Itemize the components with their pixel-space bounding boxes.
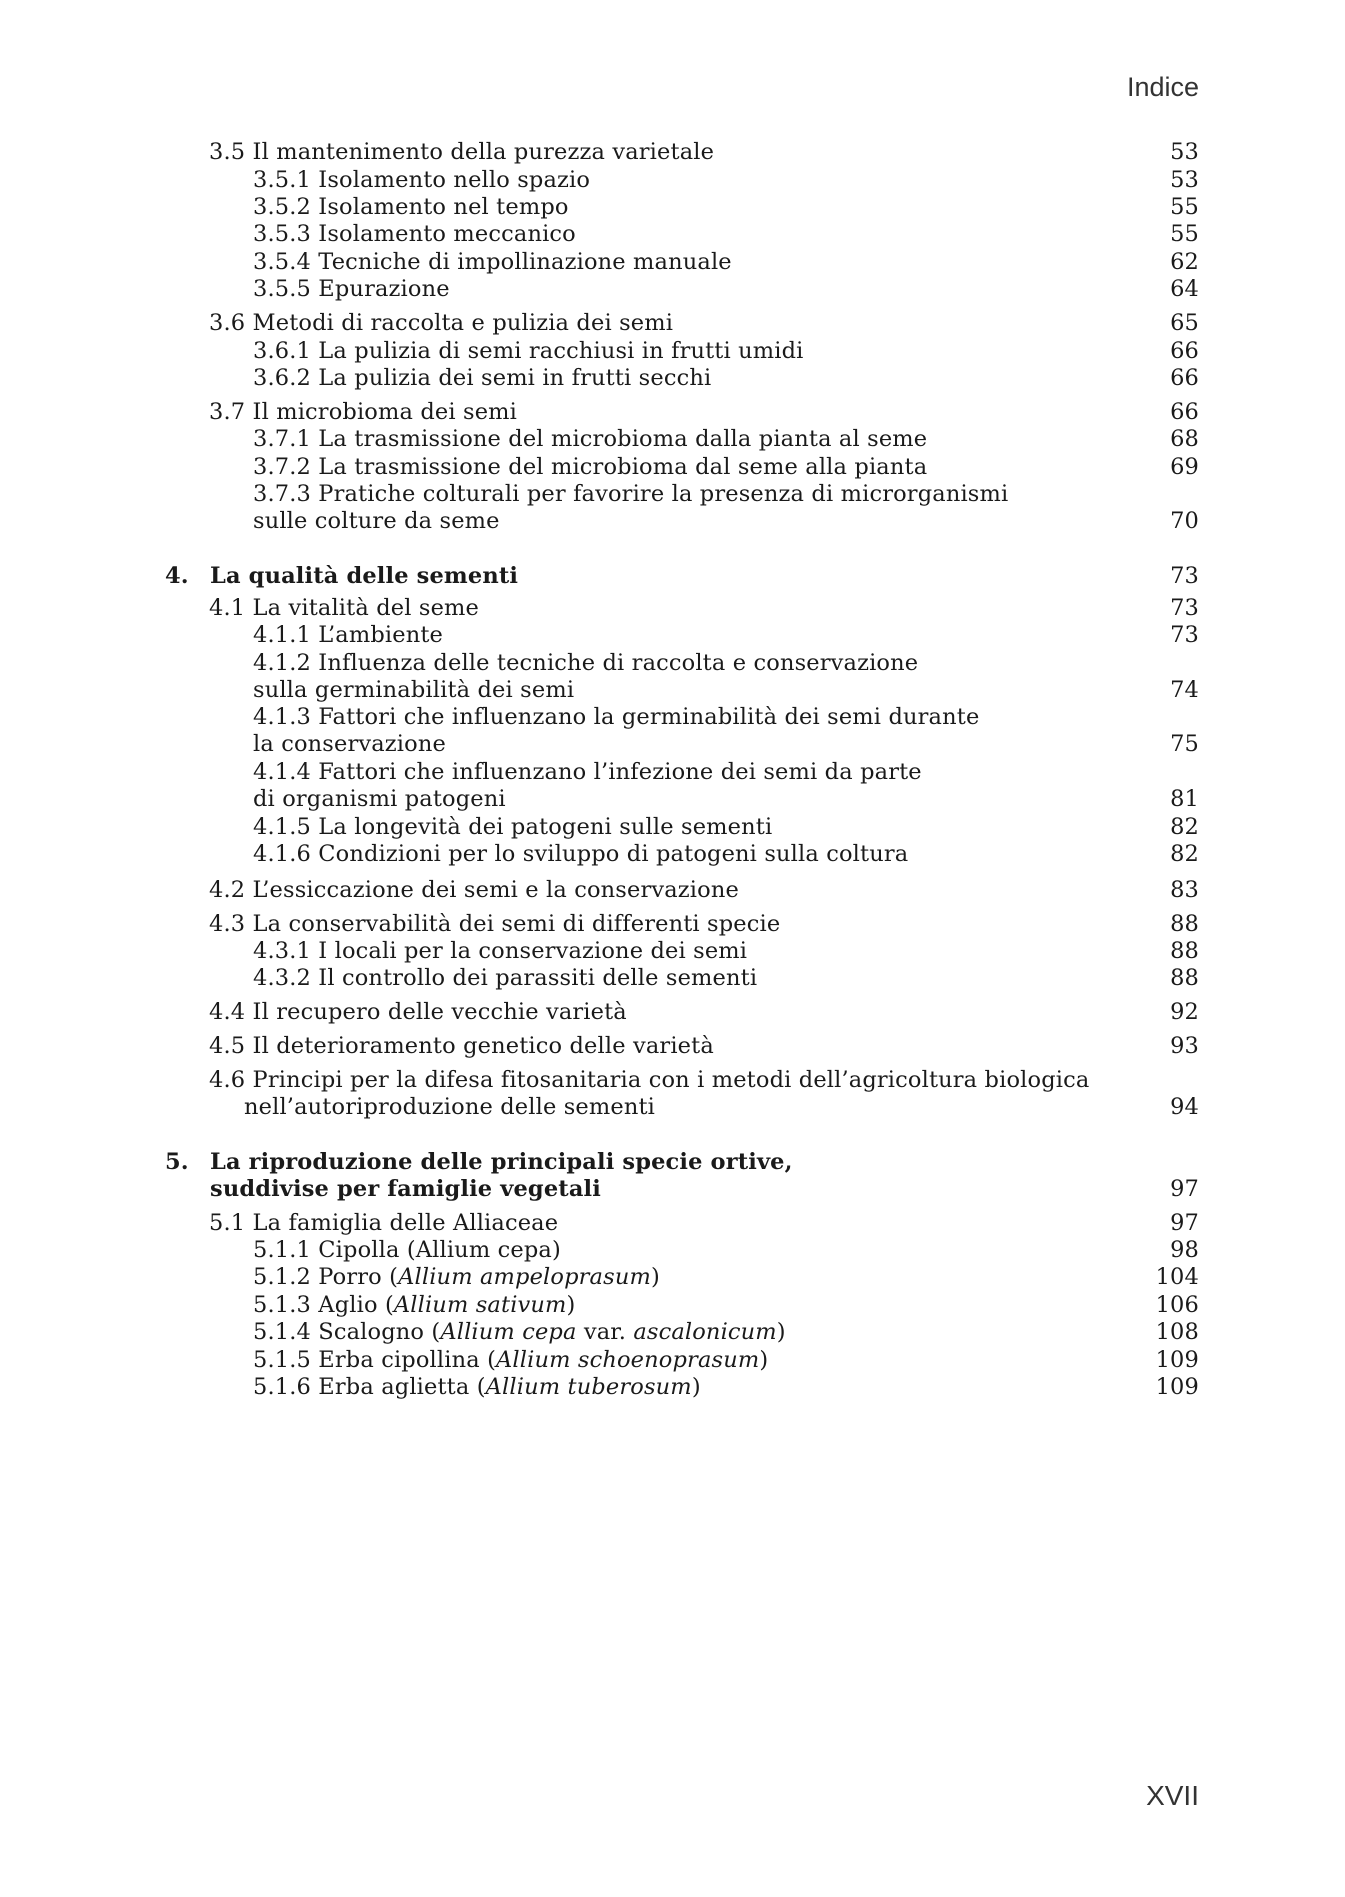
toc-entry-title [253,274,450,304]
running-head: Indice [1126,72,1199,102]
toc-page-number: 81 [1170,786,1199,812]
toc-page-number: 88 [1170,938,1199,964]
toc-page-number: 73 [1170,563,1199,589]
toc-entry-continuation: suddivise per famiglie vegetali [210,1176,601,1202]
toc-entry-title [253,648,918,678]
toc-entry-title [210,561,518,591]
toc-page-number: 62 [1170,249,1199,275]
toc-entry-title-text: 4.2 L’essiccazione dei semi e la conservazione [209,877,739,903]
toc-entry-title [253,336,804,366]
toc-entry-title-text: 4.3 La conservabilità dei semi di differenti specie [209,911,781,937]
toc-entry-title-close: ) [759,1347,769,1373]
toc-entry-continuation: sulla germinabilità dei semi [253,677,575,703]
toc-page-number: 82 [1170,841,1199,867]
toc-entry-title [209,1031,714,1061]
toc-entry-title [253,1262,660,1292]
toc-entry-title-text: 5.1 La famiglia delle Alliaceae [209,1210,559,1236]
toc-page-number: 108 [1155,1319,1199,1345]
toc-entry-title [209,593,479,623]
toc-entry-title [209,308,673,338]
toc-entry-title-text: 4.1.5 La longevità dei patogeni sulle sementi [253,814,773,840]
toc-page-number: 55 [1170,194,1199,220]
toc-page-number: 109 [1155,1347,1199,1373]
toc-chapter [0,1147,1345,1202]
toc-entry [0,1317,1345,1347]
toc-entry [0,997,1345,1027]
toc-entry-title-text: 3.5 Il mantenimento della purezza varietale [209,139,715,165]
toc-entry-title [253,424,927,454]
toc-entry [0,137,1345,167]
toc-entry-title-text: 3.5.4 Tecniche di impollinazione manuale [253,249,732,275]
toc-page-number: 97 [1170,1176,1199,1202]
toc-entry-title-text: 4.5 Il deterioramento genetico delle varietà [209,1033,714,1059]
toc-entry-title-text: 3.6.2 La pulizia dei semi in frutti secchi [253,365,712,391]
toc-entry-continuation: di organismi patogeni [253,786,506,812]
toc-entry [0,336,1345,366]
toc-entry-title-text: 5.1.2 Porro ( [253,1264,399,1290]
toc-page-number: 64 [1170,276,1199,302]
toc-entry-title-text: 3.5.2 Isolamento nel tempo [253,194,569,220]
toc-entry-title [253,757,922,787]
toc-entry-title [253,165,590,195]
toc-entry [0,1345,1345,1375]
toc-entry-title [253,812,772,842]
chapter-number: 5. [165,1149,189,1175]
species-name: Allium tuberosum [485,1374,692,1400]
toc-chapter [0,561,1345,591]
toc-page-number: 109 [1155,1374,1199,1400]
toc-entry-title-text: 3.7 Il microbioma dei semi [209,399,518,425]
toc-entry [0,1031,1345,1061]
toc-entry [0,1290,1345,1320]
toc-entry [0,1235,1345,1265]
toc-entry-title-text: 4.6 Principi per la difesa fitosanitaria con i metodi dell’agricoltura biologica [209,1067,1090,1093]
toc-entry-title-text: 4.1 La vitalità del seme [209,595,479,621]
toc-entry-title [253,1317,786,1347]
toc-page-number: 66 [1170,399,1199,425]
toc-entry-title [253,219,576,249]
toc-entry [0,875,1345,905]
toc-entry-title [209,1065,1089,1095]
species-name: Allium ampeloprasum [398,1264,651,1290]
toc-entry [0,936,1345,966]
toc-entry [0,702,1345,757]
toc-entry [0,757,1345,812]
toc-entry [0,593,1345,623]
toc-entry [0,274,1345,304]
toc-entry-title [253,702,979,732]
toc-page-number: 93 [1170,1033,1199,1059]
toc-entry-title [253,452,927,482]
chapter-number: 4. [165,563,189,589]
toc-entry-title [210,1147,793,1177]
toc-entry-title-text: 4.1.6 Condizioni per lo sviluppo di patogeni sulla coltura [253,841,909,867]
toc-entry-title-text: 5.1.3 Aglio ( [253,1292,394,1318]
toc-page-number: 75 [1170,731,1199,757]
species-name: Allium cepa [440,1319,577,1345]
toc-page-number: 65 [1170,310,1199,336]
toc-entry-title [209,397,517,427]
species-name: Allium sativum [393,1292,567,1318]
toc-entry-title-text: 5.1.4 Scalogno ( [253,1319,441,1345]
toc-entry-title [253,247,732,277]
toc-entry-continuation: la conservazione [253,731,446,757]
toc-entry [0,247,1345,277]
species-name: Allium schoenoprasum [496,1347,760,1373]
toc-entry-title [253,1372,701,1402]
toc-entry [0,620,1345,650]
toc-entry-title-text: 4.1.1 L’ambiente [253,622,444,648]
toc-entry-title [209,137,714,167]
species-variety: ascalonicum [633,1319,777,1345]
toc-page-number: 74 [1170,677,1199,703]
toc-entry-title-close: ) [776,1319,786,1345]
toc-page-number: 53 [1170,167,1199,193]
toc-page-number: 106 [1155,1292,1199,1318]
toc-entry-continuation: nell’autoriproduzione delle sementi [244,1094,656,1120]
toc-entry-title-text: La riproduzione delle principali specie ortive, [210,1149,793,1175]
toc-entry-title-text: 3.6 Metodi di raccolta e pulizia dei semi [209,310,674,336]
toc-entry-title-text: 4.4 Il recupero delle vecchie varietà [209,999,627,1025]
toc-entry [0,1065,1345,1120]
toc-entry-title-text: 5.1.5 Erba cipollina ( [253,1347,497,1373]
toc-entry [0,1372,1345,1402]
toc-entry [0,1208,1345,1238]
toc-entry-title [209,997,627,1027]
toc-entry-title-text: 4.1.2 Influenza delle tecniche di raccolta e conservazione [253,650,919,676]
toc-entry-title-text: 3.6.1 La pulizia di semi racchiusi in frutti umidi [253,338,804,364]
toc-entry-title-text: 4.3.1 I locali per la conservazione dei semi [253,938,748,964]
toc-page-number: 73 [1170,622,1199,648]
toc-entry-title-text: 3.7.2 La trasmissione del microbioma dal seme alla pianta [253,454,928,480]
toc-entry [0,963,1345,993]
toc-entry-title-text: 5.1.1 Cipolla (Allium cepa) [253,1237,561,1263]
toc-entry [0,452,1345,482]
toc-entry-title [253,479,1008,509]
toc-entry-title-text: 3.7.1 La trasmissione del microbioma dalla pianta al seme [253,426,928,452]
toc-entry-title-text: 4.1.3 Fattori che influenzano la germinabilità dei semi durante [253,704,980,730]
toc-page-number: 66 [1170,365,1199,391]
toc-entry [0,839,1345,869]
toc-entry-title-text: 3.7.3 Pratiche colturali per favorire la presenza di microrganismi [253,481,1009,507]
toc-entry [0,812,1345,842]
toc-page-number: 70 [1170,508,1199,534]
toc-entry-title-text: 3.5.3 Isolamento meccanico [253,221,576,247]
toc-entry-title [253,620,443,650]
toc-entry [0,363,1345,393]
toc-page-number: 88 [1170,911,1199,937]
toc-entry-title [253,1290,575,1320]
toc-page-number: 82 [1170,814,1199,840]
toc-page-number: 73 [1170,595,1199,621]
toc-page-number: 68 [1170,426,1199,452]
toc-page-number: 94 [1170,1094,1199,1120]
toc-page-number: 104 [1155,1264,1199,1290]
toc-entry [0,909,1345,939]
toc-entry [0,308,1345,338]
toc-entry-title [253,192,569,222]
toc-page-number: 88 [1170,965,1199,991]
toc-entry [0,219,1345,249]
toc-page-number: 55 [1170,221,1199,247]
toc-entry [0,1262,1345,1292]
toc-entry-title-text: 4.3.2 Il controllo dei parassiti delle sementi [253,965,758,991]
toc-entry [0,192,1345,222]
toc-page-number: 69 [1170,454,1199,480]
toc-entry-title-text: 4.1.4 Fattori che influenzano l’infezione dei semi da parte [253,759,922,785]
toc-entry-title-text: 3.5.5 Epurazione [253,276,450,302]
toc-entry-title [209,875,739,905]
toc-page-number: 98 [1170,1237,1199,1263]
page-number: XVII [1146,1780,1199,1811]
toc-page-number: 83 [1170,877,1199,903]
toc-entry-title [253,1345,768,1375]
toc-entry-title [253,363,711,393]
toc-page-number: 97 [1170,1210,1199,1236]
toc-entry-title [209,909,780,939]
toc-entry [0,424,1345,454]
toc-page-number: 92 [1170,999,1199,1025]
toc-entry [0,165,1345,195]
toc-entry-title [253,936,747,966]
toc-entry-title-text: 3.5.1 Isolamento nello spazio [253,167,591,193]
toc-entry [0,479,1345,534]
toc-page-number: 66 [1170,338,1199,364]
toc-entry-title [253,963,757,993]
toc-entry-continuation: sulle colture da seme [253,508,500,534]
toc-page-number: 53 [1170,139,1199,165]
toc-entry-title-mid: var. [576,1319,634,1345]
toc-entry-title-text: 5.1.6 Erba aglietta ( [253,1374,486,1400]
toc-entry [0,397,1345,427]
toc-entry-title [209,1208,558,1238]
toc-entry-title [253,1235,561,1265]
toc-entry-title-close: ) [691,1374,701,1400]
toc-entry-title [253,839,908,869]
toc-entry-title-close: ) [650,1264,660,1290]
toc-entry-title-close: ) [566,1292,576,1318]
toc-entry-title-text: La qualità delle sementi [210,563,519,589]
toc-entry [0,648,1345,703]
